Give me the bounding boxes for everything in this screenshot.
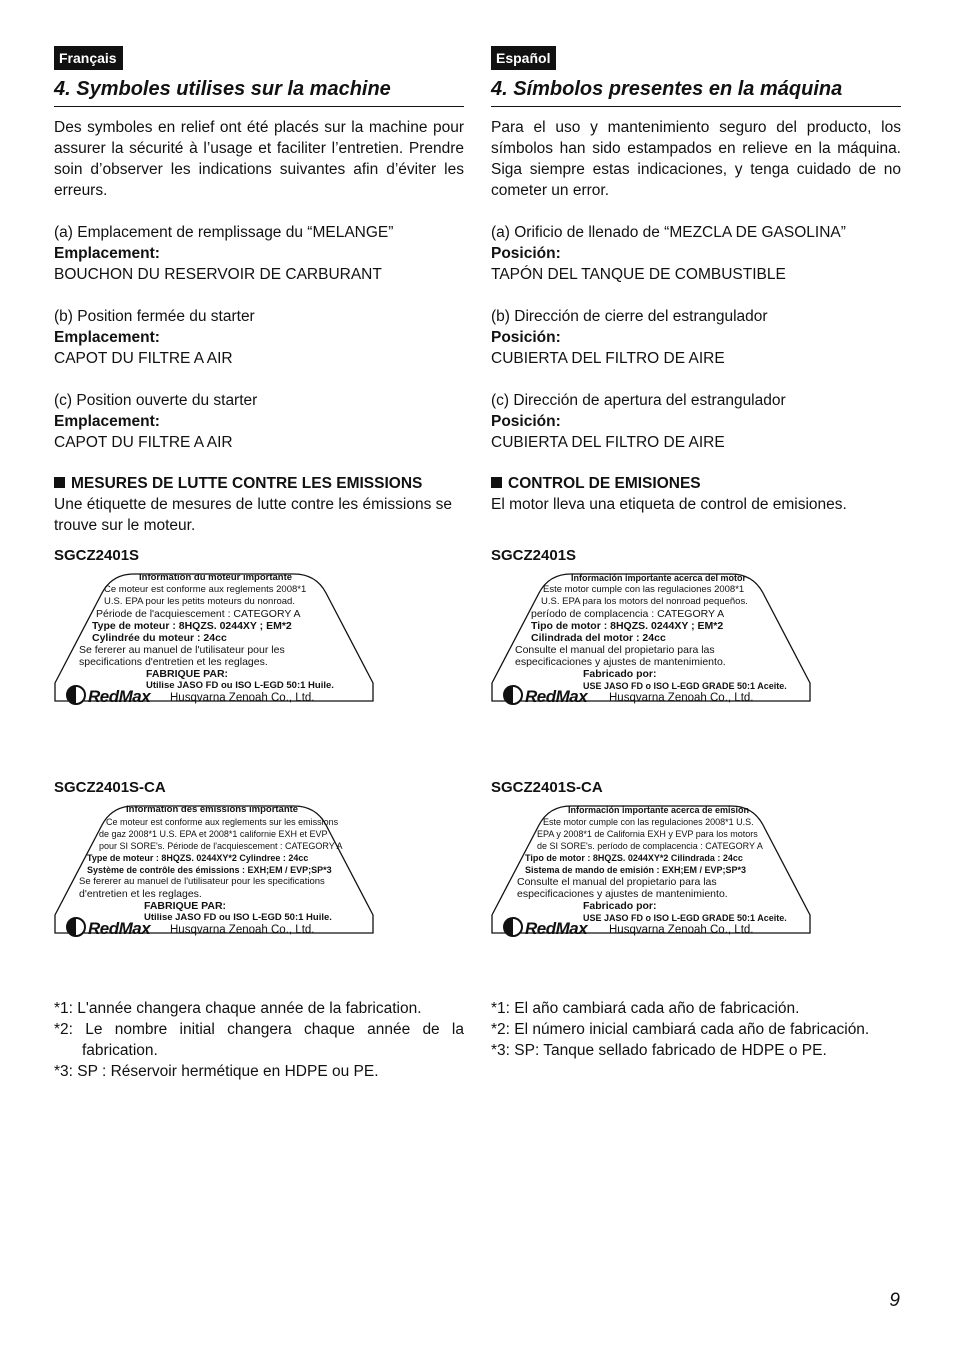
label-line: Sistema de mando de emisión : EXH;EM / EVP;SP*3 xyxy=(525,865,747,875)
location-label: Emplacement: xyxy=(54,329,160,346)
symbol-description: (a) Emplacement de remplissage du “MELANGE” xyxy=(54,224,394,241)
emissions-text: Une étiquette de mesures de lutte contre les émissions se trouve sur le moteur. xyxy=(54,496,453,534)
manufacturer-name: Husqvarna Zenoah Co., Ltd. xyxy=(609,692,754,704)
label-line: Tipo de motor : 8HQZS. 0244XY ; EM*2 xyxy=(531,620,724,632)
symbol-item xyxy=(54,222,464,285)
intro-paragraph: Des symboles en relief ont été placés sur la machine pour assurer la sécurité à l’usage et faciliter l’entretien. Prendre soin d’observer les indications suivantes afin d’éviter les erreurs. xyxy=(54,119,464,199)
label-title: Información importante acerca del motor xyxy=(571,573,747,583)
location-label: Posición: xyxy=(491,329,561,346)
square-bullet-icon xyxy=(54,477,65,488)
footnotes xyxy=(54,998,464,1082)
location-value: TAPÓN DEL TANQUE DE COMBUSTIBLE xyxy=(491,266,786,283)
label-title: Information des émissions importante xyxy=(126,804,299,815)
label-line: Cilindrada del motor : 24cc xyxy=(531,632,666,644)
emission-label xyxy=(54,572,374,714)
section-title: 4. Símbolos presentes en la máquina xyxy=(491,77,901,107)
location-label: Emplacement: xyxy=(54,413,160,430)
footnote: *1: El año cambiará cada año de fabricación. xyxy=(491,1000,800,1017)
redmax-logo: RedMax xyxy=(503,917,587,939)
footnote: *1: L'année changera chaque année de la fabrication. xyxy=(54,1000,422,1017)
label-line: Utilise JASO FD ou ISO L-EGD 50:1 Huile. xyxy=(146,680,334,691)
redmax-logo: RedMax xyxy=(66,917,150,939)
label-title: Información importante acerca de emisión xyxy=(568,805,750,815)
emissions-section xyxy=(491,473,901,536)
label-line: Tipo de motor : 8HQZS. 0244XY*2 Cilindrada : 24cc xyxy=(525,853,743,863)
label-line: U.S. EPA pour les petits moteurs du nonroad. xyxy=(104,596,295,607)
emissions-text: El motor lleva una etiqueta de control de emisiones. xyxy=(491,496,847,513)
footnote: *2: El número inicial cambiará cada año de fabricación. xyxy=(491,1021,870,1038)
footnote: *2: Le nombre initial changera chaque année de la fabrication. xyxy=(54,1021,464,1059)
label-line: Système de contrôle des émissions : EXH;EM / EVP;SP*3 xyxy=(87,865,332,875)
symbol-item xyxy=(54,390,464,453)
manufacturer-name: Husqvarna Zenoah Co., Ltd. xyxy=(170,924,315,936)
symbol-description: (a) Orificio de llenado de “MEZCLA DE GASOLINA” xyxy=(491,224,846,241)
spanish-column xyxy=(491,46,901,1061)
language-tag: Français xyxy=(54,46,123,70)
label-line: especificaciones y ajustes de mantenimiento. xyxy=(515,656,726,668)
redmax-logo: RedMax xyxy=(503,685,587,707)
label-line: FABRIQUE PAR: xyxy=(144,900,227,912)
location-label: Posición: xyxy=(491,245,561,262)
location-label: Emplacement: xyxy=(54,245,160,262)
label-line: Este motor cumple con las regulaciones 2008*1 xyxy=(543,584,745,595)
label-line: d'entretien et les reglages. xyxy=(79,888,202,900)
label-line: Se fererer au manuel de l'utilisateur pour les xyxy=(79,644,285,656)
redmax-logo: RedMax xyxy=(66,685,150,707)
label-line: Este motor cumple con las regulaciones 2008*1 U.S. xyxy=(543,817,754,827)
label-line: Consulte el manual del propietario para las xyxy=(517,876,717,888)
footnote: *3: SP: Tanque sellado fabricado de HDPE o PE. xyxy=(491,1042,827,1059)
label-line: Fabricado por: xyxy=(583,668,657,680)
label-line: Cylindrée du moteur : 24cc xyxy=(92,632,227,644)
label-line: Type de moteur : 8HQZS. 0244XY ; EM*2 xyxy=(92,620,292,632)
location-value: CUBIERTA DEL FILTRO DE AIRE xyxy=(491,434,725,451)
emission-label xyxy=(491,572,811,714)
label-line: Consulte el manual del propietario para las xyxy=(515,644,715,656)
label-line: Période de l'acquiescement : CATEGORY A xyxy=(96,608,301,620)
manufacturer-name: Husqvarna Zenoah Co., Ltd. xyxy=(609,924,754,936)
model-number: SGCZ2401S-CA xyxy=(491,779,603,796)
label-line: Type de moteur : 8HQZS. 0244XY*2 Cylindree : 24cc xyxy=(87,853,309,863)
symbol-item xyxy=(491,306,901,369)
label-line: pour SI SORE's. Période de l'acquiescement : CATEGORY A xyxy=(99,841,343,851)
square-bullet-icon xyxy=(491,477,502,488)
manufacturer-name: Husqvarna Zenoah Co., Ltd. xyxy=(170,692,315,704)
model-number: SGCZ2401S xyxy=(491,547,577,564)
section-title: 4. Symboles utilises sur la machine xyxy=(54,77,464,107)
symbol-description: (c) Dirección de apertura del estrangulador xyxy=(491,392,786,409)
symbol-description: (b) Dirección de cierre del estrangulador xyxy=(491,308,768,325)
label-line: de gaz 2008*1 U.S. EPA et 2008*1 californie EXH et EVP xyxy=(99,829,328,839)
footnotes xyxy=(491,998,901,1061)
label-title: Information du moteur importante xyxy=(139,572,293,583)
location-value: CUBIERTA DEL FILTRO DE AIRE xyxy=(491,350,725,367)
label-line: EPA y 2008*1 de California EXH y EVP para los motors xyxy=(537,829,758,839)
model-number: SGCZ2401S-CA xyxy=(54,779,166,796)
label-line: USE JASO FD o ISO L-EGD GRADE 50:1 Aceite. xyxy=(583,913,787,923)
emission-label xyxy=(491,804,811,946)
label-line: FABRIQUE PAR: xyxy=(146,668,229,680)
emissions-title: MESURES DE LUTTE CONTRE LES EMISSIONS xyxy=(54,473,464,494)
symbol-item xyxy=(491,390,901,453)
label-line: Ce moteur est conforme aux reglements sur les emissions xyxy=(106,817,339,827)
location-value: CAPOT DU FILTRE A AIR xyxy=(54,350,233,367)
label-line: período de complacencia : CATEGORY A xyxy=(531,608,725,620)
symbol-description: (b) Position fermée du starter xyxy=(54,308,255,325)
label-line: Fabricado por: xyxy=(583,900,657,912)
label-line: Ce moteur est conforme aux reglements 2008*1 xyxy=(104,584,307,595)
emissions-title: CONTROL DE EMISIONES xyxy=(491,473,901,494)
french-column xyxy=(54,46,464,1082)
label-line: U.S. EPA para los motors del nonroad pequeños. xyxy=(541,596,748,607)
label-line: Utilise JASO FD ou ISO L-EGD 50:1 Huile. xyxy=(144,912,332,923)
label-line: USE JASO FD o ISO L-EGD GRADE 50:1 Aceite. xyxy=(583,681,787,691)
footnote: *3: SP : Réservoir hermétique en HDPE ou PE. xyxy=(54,1063,379,1080)
location-label: Posición: xyxy=(491,413,561,430)
language-tag: Español xyxy=(491,46,556,70)
location-value: CAPOT DU FILTRE A AIR xyxy=(54,434,233,451)
symbol-item xyxy=(54,306,464,369)
label-line: specifications d'entretien et les reglages. xyxy=(79,656,268,668)
model-number: SGCZ2401S xyxy=(54,547,140,564)
intro-paragraph: Para el uso y mantenimiento seguro del producto, los símbolos han sido estampados en relieve en la máquina. Siga siempre estas indicaciones, y tenga cuidado de no cometer un error. xyxy=(491,119,901,199)
location-value: BOUCHON DU RESERVOIR DE CARBURANT xyxy=(54,266,382,283)
symbol-item xyxy=(491,222,901,285)
page-number: 9 xyxy=(889,1290,900,1311)
emission-label xyxy=(54,804,374,946)
symbol-description: (c) Position ouverte du starter xyxy=(54,392,258,409)
label-line: de SI SORE's. período de complacencia : CATEGORY A xyxy=(537,841,763,851)
emissions-section xyxy=(54,473,464,536)
label-line: Se fererer au manuel de l'utilisateur pour les specifications xyxy=(79,876,325,887)
label-line: especificaciones y ajustes de mantenimiento. xyxy=(517,888,728,900)
